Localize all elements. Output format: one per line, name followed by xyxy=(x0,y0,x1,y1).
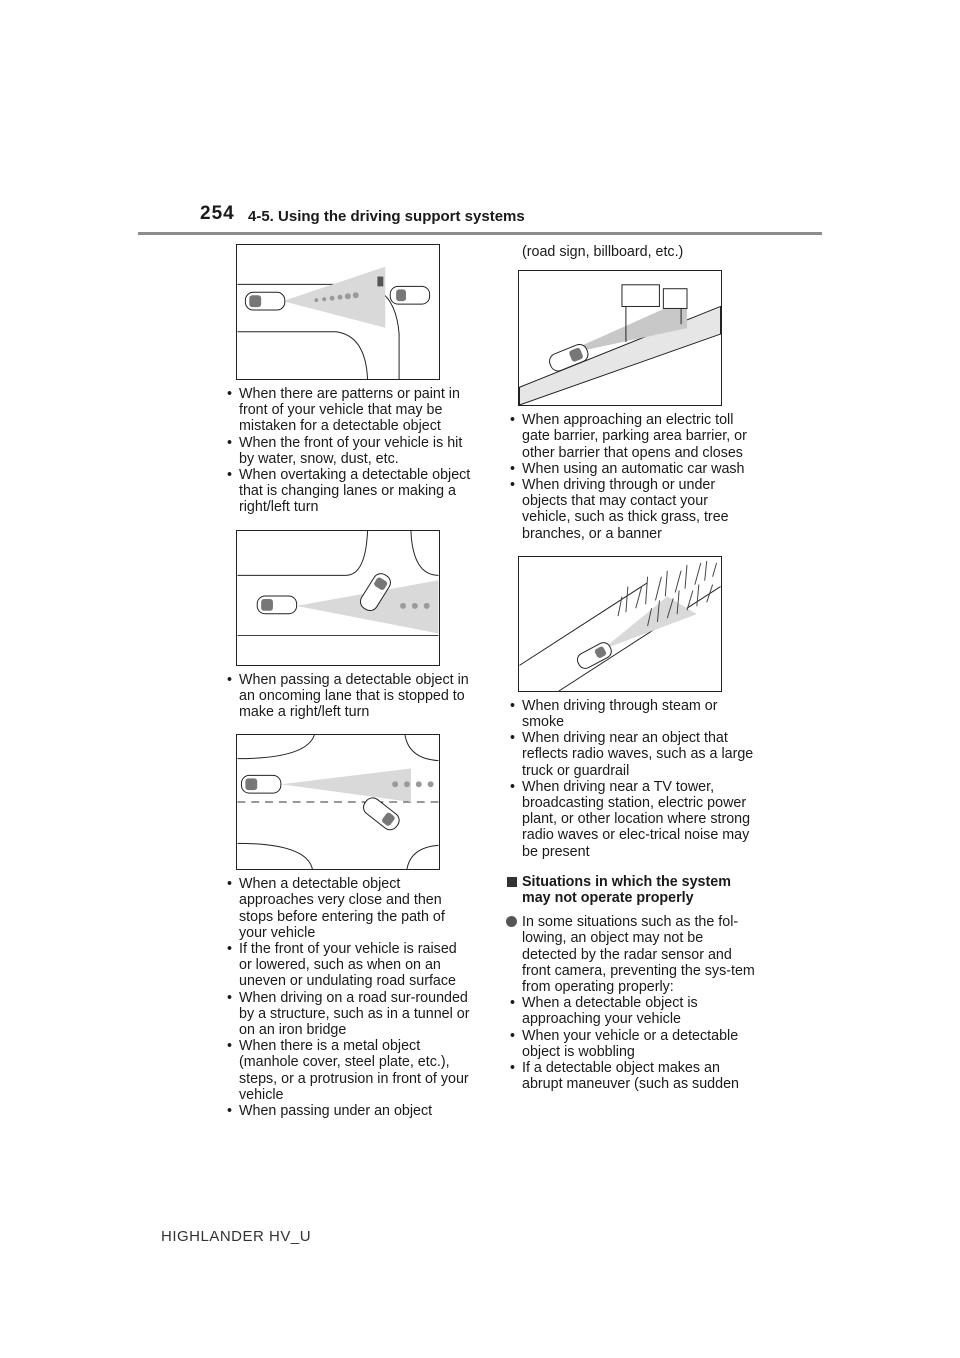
bullet-list-3 xyxy=(222,876,472,1119)
list-item: • When a detectable object approaches very close and then stops before entering the path of your vehicle xyxy=(222,876,472,941)
page-number: 254 xyxy=(200,203,235,224)
illustration-car-turning-at-corner xyxy=(236,244,440,380)
intro-paragraph xyxy=(505,914,755,995)
heading-text: Situations in which the system may not operate properly xyxy=(522,873,731,907)
left-column xyxy=(222,244,472,1133)
list-item: • When approaching an electric toll gate barrier, parking area barrier, or other barrier that opens and closes xyxy=(505,412,755,461)
circle-bullet-icon xyxy=(506,916,517,927)
list-item: • When the front of your vehicle is hit by water, snow, dust, etc. xyxy=(222,435,472,467)
footer-model: HIGHLANDER HV_U xyxy=(161,1228,312,1245)
list-item: • When overtaking a detectable object that is changing lanes or making a right/left turn xyxy=(222,467,472,516)
illustration-road-sign-overhead xyxy=(518,270,722,406)
illustration-car-overtaking-turning-vehicle xyxy=(236,530,440,666)
bullet-list-1 xyxy=(222,386,472,516)
header-rule xyxy=(138,232,822,235)
continuation-text: (road sign, billboard, etc.) xyxy=(522,244,684,260)
list-item: • When a detectable object is approaching your vehicle xyxy=(505,995,755,1027)
illustration-thick-grass xyxy=(518,556,722,692)
illustration-oncoming-car-turning xyxy=(236,734,440,870)
list-item: • When driving on a road sur-rounded by a structure, such as in a tunnel or on an iron bridge xyxy=(222,990,472,1039)
list-item: • When driving through steam or smoke xyxy=(505,698,755,730)
list-item: • When there are patterns or paint in front of your vehicle that may be mistaken for a detectable object xyxy=(222,386,472,435)
paragraph-text: In some situations such as the fol-lowing, an object may not be detected by the radar sensor and front camera, preventing the sys-tem from operating properly: xyxy=(522,914,755,996)
list-item: • When there is a metal object (manhole cover, steel plate, etc.), steps, or a protrusion in front of your vehicle xyxy=(222,1038,472,1103)
list-item: • When driving near a TV tower, broadcasting station, electric power plant, or other location where strong radio waves or elec-trical noise may be present xyxy=(505,779,755,860)
list-item: • When driving through or under objects that may contact your vehicle, such as thick grass, tree branches, or a banner xyxy=(505,477,755,542)
section-title: 4-5. Using the driving support systems xyxy=(248,208,525,225)
bullet-list-6 xyxy=(505,995,755,1092)
square-bullet-icon xyxy=(507,877,517,887)
section-heading xyxy=(505,874,755,906)
list-item: • If the front of your vehicle is raised or lowered, such as when on an uneven or undulating road surface xyxy=(222,941,472,990)
list-item: • If a detectable object makes an abrupt maneuver (such as sudden xyxy=(505,1060,755,1092)
list-item: • When driving near an object that reflects radio waves, such as a large truck or guardrail xyxy=(505,730,755,779)
bullet-list-2 xyxy=(222,672,472,721)
right-column xyxy=(505,244,755,1107)
bullet-list-5 xyxy=(505,698,755,860)
bullet-list-4 xyxy=(505,412,755,542)
list-item: • When passing a detectable object in an oncoming lane that is stopped to make a right/left turn xyxy=(222,672,472,721)
list-item: • When using an automatic car wash xyxy=(505,461,755,477)
list-item: • When passing under an object xyxy=(222,1103,472,1119)
list-item: • When your vehicle or a detectable object is wobbling xyxy=(505,1028,755,1060)
